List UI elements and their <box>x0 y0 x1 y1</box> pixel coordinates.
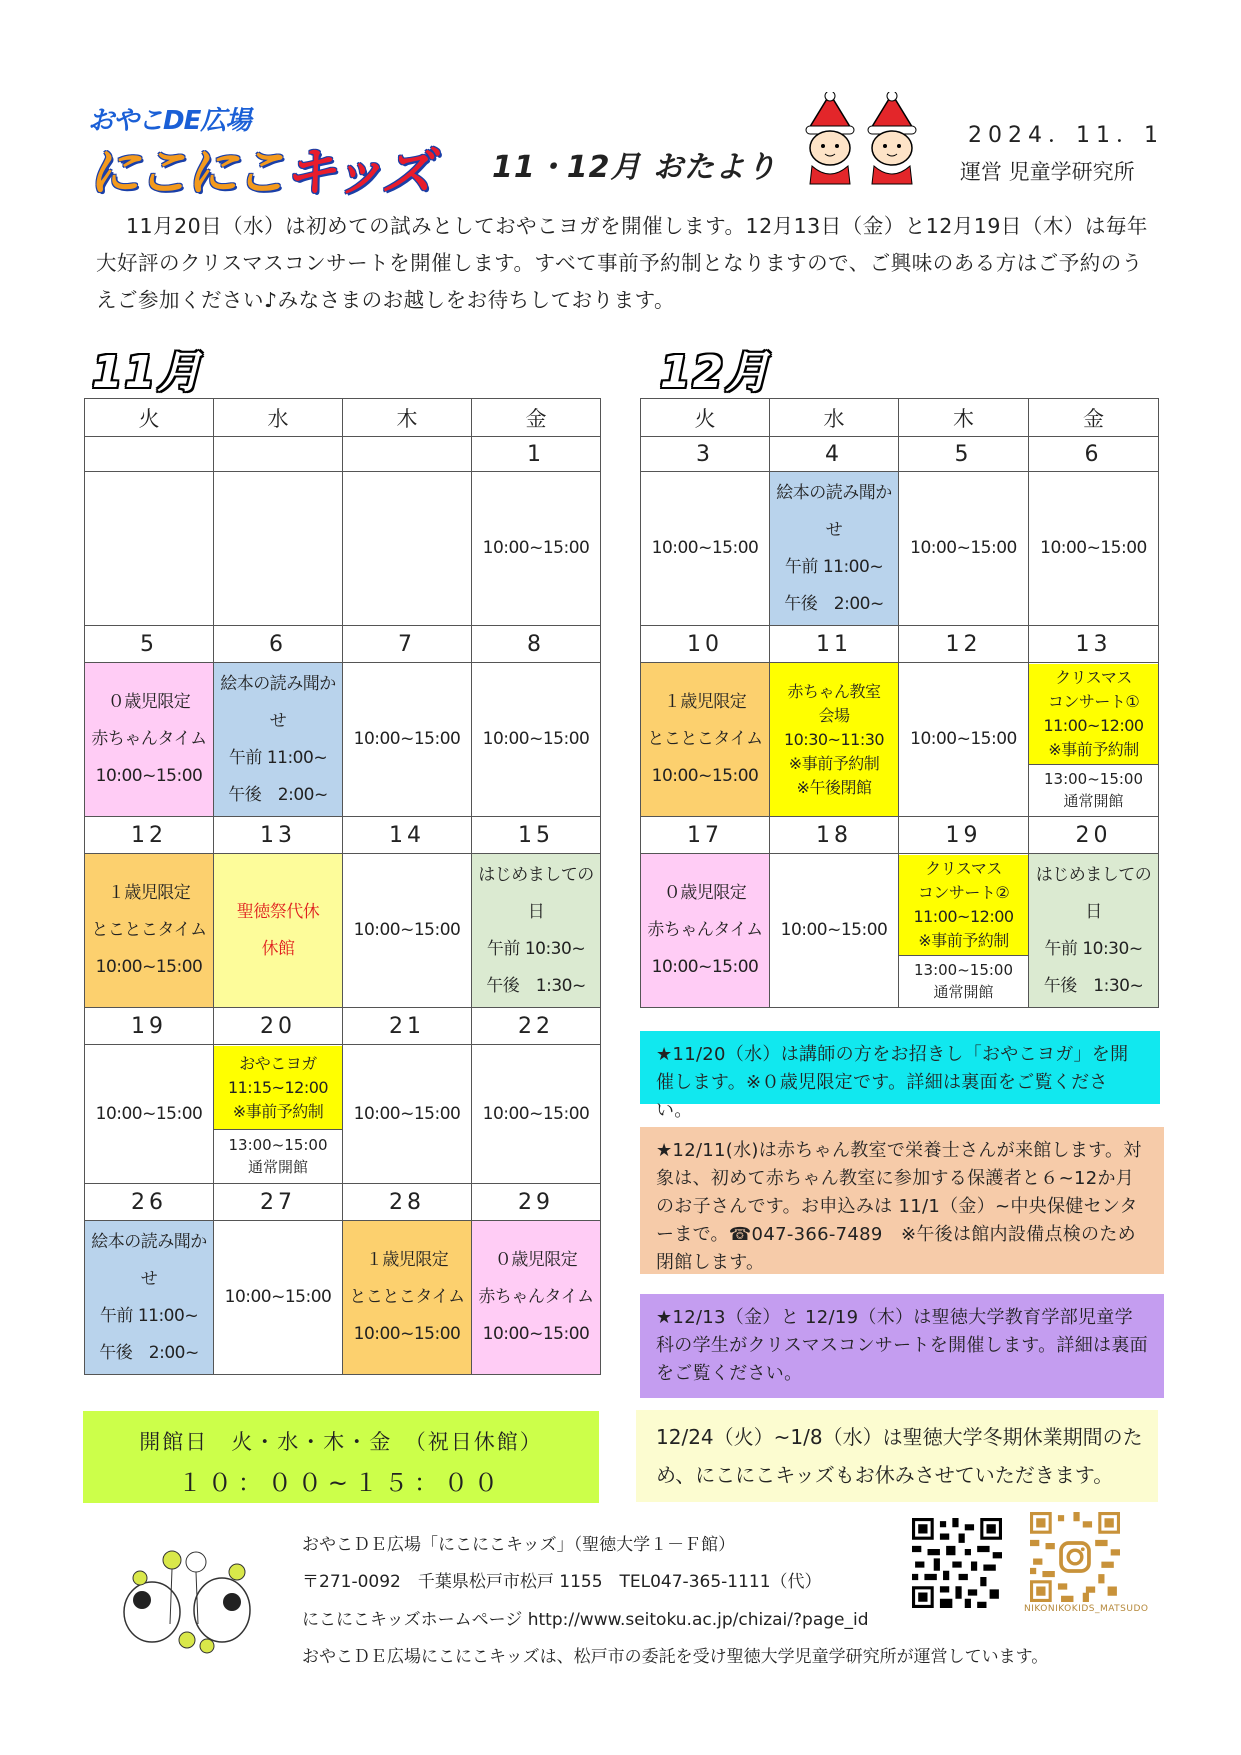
note-yoga: ★11/20（水）は講師の方をお招きし「おやこヨガ」を開催します。※０歳児限定です。詳細は裏面をご覧ください。 <box>640 1031 1160 1104</box>
event-row <box>85 472 601 626</box>
logo-title-nikoniko: にこにこ <box>88 143 285 203</box>
event-line: ※事前予約制 <box>788 753 880 773</box>
note-christmas-concert: ★12/13（金）と 12/19（木）は聖徳大学教育学部児童学科の学生がクリスマスコンサートを開催します。詳細は裏面をご覧ください。 <box>640 1294 1164 1398</box>
event-picture-book-reading <box>770 472 899 626</box>
event-line: 11:00~12:00 <box>913 906 1014 926</box>
date-cell: 21 <box>343 1008 472 1045</box>
event-christmas-concert-1 <box>1029 663 1159 817</box>
winter-closure-note: 12/24（火）~1/8（水）は聖徳大学冬期休業期間のため、にこにこキッズもお休みさせていただきます。 <box>636 1410 1158 1502</box>
event-line: 赤ちゃんタイム <box>91 729 207 749</box>
date-cell: 8 <box>472 626 601 663</box>
event-row <box>85 1221 601 1375</box>
date-row <box>85 437 601 472</box>
baby-left <box>806 92 854 184</box>
event-regular-hours: 10:00~15:00 <box>472 472 601 626</box>
event-line: 10:00~15:00 <box>353 1324 461 1344</box>
event-regular-hours: 10:00~15:00 <box>899 472 1029 626</box>
event-line: ※事前予約制 <box>1048 739 1139 759</box>
event-christmas-concert-2 <box>899 854 1029 1008</box>
weekday-header-row <box>85 399 601 437</box>
event-line: 10:00~15:00 <box>95 766 203 786</box>
event-line: コンサート① <box>1047 691 1140 711</box>
event-baby-class <box>770 663 899 817</box>
event-line: 赤ちゃん教室 <box>787 681 881 701</box>
event-regular-hours: 10:00~15:00 <box>343 1045 472 1184</box>
event-regular-hours: 10:00~15:00 <box>472 663 601 817</box>
event-line: おやこヨガ <box>239 1053 317 1073</box>
event-line: コンサート② <box>917 882 1010 902</box>
december-title: 12月 <box>660 347 772 398</box>
date-cell: 13 <box>214 817 343 854</box>
date-row <box>641 437 1159 472</box>
event-zero-year-baby-time <box>472 1221 601 1375</box>
event-line: 11:15~12:00 <box>227 1077 329 1097</box>
event-regular-hours: 10:00~15:00 <box>641 472 770 626</box>
event-line: 絵本の読み聞かせ <box>220 673 336 731</box>
weekday-wed: 水 <box>214 399 343 437</box>
event-oyako-yoga <box>214 1045 343 1184</box>
event-regular-hours: 10:00~15:00 <box>770 854 899 1008</box>
event-line: 通常開館 <box>933 982 994 1001</box>
december-calendar <box>640 398 1159 1008</box>
event-row <box>85 1045 601 1184</box>
date-cell: 29 <box>472 1184 601 1221</box>
date-cell: 13 <box>1029 626 1159 663</box>
date-cell: 10 <box>641 626 770 663</box>
event-line: 赤ちゃんタイム <box>478 1287 594 1307</box>
weekday-header-row <box>641 399 1159 437</box>
event-line: ※午後閉館 <box>796 777 872 797</box>
date-cell: 19 <box>85 1008 214 1045</box>
issue-title: 11・12月 おたより <box>492 150 777 185</box>
logo-title <box>88 130 430 205</box>
event-line: １歳児限定 <box>365 1250 449 1270</box>
date-cell: 15 <box>472 817 601 854</box>
event-picture-book-reading <box>214 663 343 817</box>
event-one-year-toddle-time <box>85 854 214 1008</box>
baby-right <box>868 92 916 184</box>
event-line: 午前 10:30~ <box>486 938 586 959</box>
instagram-handle: NIKONIKOKIDS_MATSUDO <box>1024 1604 1149 1614</box>
event-one-year-toddle-time <box>343 1221 472 1375</box>
event-cell-empty <box>85 472 214 626</box>
november-calendar <box>84 398 601 1375</box>
event-line: 絵本の読み聞かせ <box>91 1231 207 1289</box>
santa-babies-illustration <box>800 92 922 188</box>
event-yoga-morning <box>214 1046 342 1129</box>
weekday-tue: 火 <box>641 399 770 437</box>
event-line: 休館 <box>261 938 295 959</box>
date-row <box>641 626 1159 663</box>
weekday-thu: 木 <box>343 399 472 437</box>
event-regular-hours: 10:00~15:00 <box>472 1045 601 1184</box>
footer-operator-note: おやこＤＥ広場にこにこキッズは、松戸市の委託を受け聖徳大学児童学研究所が運営しています。 <box>302 1647 1049 1667</box>
event-line: はじめましての日 <box>1035 864 1152 922</box>
event-line: 赤ちゃんタイム <box>647 920 763 940</box>
event-line: 11:00~12:00 <box>1043 715 1144 735</box>
event-closed-seitoku-festival <box>214 854 343 1008</box>
event-row <box>641 854 1159 1008</box>
weekday-wed: 水 <box>770 399 899 437</box>
date-row <box>85 1184 601 1221</box>
event-regular-hours: 10:00~15:00 <box>85 1045 214 1184</box>
opening-days: 開館日 火・水・木・金 （祝日休館） <box>139 1430 543 1454</box>
event-row <box>85 663 601 817</box>
event-regular-hours: 10:00~15:00 <box>343 854 472 1008</box>
event-line: 13:00~15:00 <box>913 960 1014 979</box>
event-line: 会場 <box>818 705 850 725</box>
date-cell <box>343 437 472 472</box>
issue-date: 2024．11．1 <box>968 123 1164 148</box>
date-row <box>85 626 601 663</box>
event-line: 午後 2:00~ <box>228 784 328 805</box>
date-cell: 5 <box>85 626 214 663</box>
date-cell: 4 <box>770 437 899 472</box>
footer-homepage[interactable]: にこにこキッズホームページ http://www.seitoku.ac.jp/chizai/?page_id <box>302 1610 869 1630</box>
date-row <box>85 817 601 854</box>
date-cell: 11 <box>770 626 899 663</box>
event-line: ０歳児限定 <box>663 883 747 903</box>
event-line: とことこタイム <box>349 1287 465 1307</box>
event-line: ０歳児限定 <box>494 1250 578 1270</box>
date-cell: 6 <box>1029 437 1159 472</box>
event-row <box>641 663 1159 817</box>
event-line: はじめましての日 <box>478 864 594 922</box>
event-regular-hours: 10:00~15:00 <box>343 663 472 817</box>
event-line: ０歳児限定 <box>107 692 191 712</box>
event-first-meeting-day <box>1029 854 1159 1008</box>
event-row <box>641 472 1159 626</box>
event-normal-afternoon <box>214 1129 342 1183</box>
weekday-fri: 金 <box>1029 399 1159 437</box>
event-line: とことこタイム <box>647 729 763 749</box>
event-line: とことこタイム <box>91 920 207 940</box>
event-zero-year-baby-time <box>85 663 214 817</box>
note-baby-class: ★12/11(水)は赤ちゃん教室で栄養士さんが来館します。対象は、初めて赤ちゃん教室に参加する保護者と６~12か月のお子さんです。お申込みは 11/1（金）~中央保健センターまで。☎047-366-7489 ※午後は館内設備点検のため閉館します。 <box>640 1127 1164 1274</box>
event-line: 10:00~15:00 <box>651 957 759 977</box>
event-line: 午後 1:30~ <box>486 975 586 996</box>
date-cell: 17 <box>641 817 770 854</box>
date-cell: 5 <box>899 437 1029 472</box>
event-line: １歳児限定 <box>107 883 191 903</box>
event-line: 10:00~15:00 <box>651 766 759 786</box>
event-normal-afternoon <box>1029 764 1158 816</box>
date-cell: 28 <box>343 1184 472 1221</box>
logo-subtitle: おやこDE広場 <box>88 106 251 136</box>
date-cell: 7 <box>343 626 472 663</box>
event-line: クリスマス <box>1055 667 1132 687</box>
instagram-qr-code[interactable] <box>1030 1512 1120 1602</box>
event-line: 通常開館 <box>247 1157 308 1176</box>
event-line: 10:30~11:30 <box>783 729 885 749</box>
date-cell: 3 <box>641 437 770 472</box>
date-cell: 6 <box>214 626 343 663</box>
event-line: 10:00~15:00 <box>482 1324 590 1344</box>
weekday-fri: 金 <box>472 399 601 437</box>
event-cell-empty <box>214 472 343 626</box>
logo <box>88 96 468 203</box>
event-line: ※事前予約制 <box>918 930 1009 950</box>
ducks-illustration <box>112 1542 262 1657</box>
date-cell <box>85 437 214 472</box>
event-line: 午前 11:00~ <box>99 1305 199 1326</box>
event-line: 午後 1:30~ <box>1043 975 1144 996</box>
date-cell: 27 <box>214 1184 343 1221</box>
event-cell-empty <box>343 472 472 626</box>
event-line: 午後 2:00~ <box>784 593 884 614</box>
weekday-tue: 火 <box>85 399 214 437</box>
event-concert-morning <box>899 855 1028 955</box>
event-picture-book-reading <box>85 1221 214 1375</box>
event-line: 午後 2:00~ <box>99 1342 199 1363</box>
opening-hours-box <box>83 1411 599 1503</box>
opening-time: １０：００~１５：００ <box>177 1469 505 1497</box>
date-cell: 19 <box>899 817 1029 854</box>
event-regular-hours: 10:00~15:00 <box>214 1221 343 1375</box>
event-normal-afternoon <box>899 955 1028 1007</box>
logo-title-kids: キッズ <box>284 143 430 203</box>
date-cell: 20 <box>1029 817 1159 854</box>
event-line: 午前 11:00~ <box>784 556 884 577</box>
event-line: 午前 11:00~ <box>228 747 328 768</box>
event-line: 通常開館 <box>1063 791 1124 810</box>
event-line: 聖徳祭代休 <box>236 901 320 922</box>
date-row <box>85 1008 601 1045</box>
event-regular-hours: 10:00~15:00 <box>899 663 1029 817</box>
date-cell: 20 <box>214 1008 343 1045</box>
homepage-qr-code[interactable] <box>912 1518 1002 1608</box>
date-cell: 1 <box>472 437 601 472</box>
date-cell: 12 <box>85 817 214 854</box>
event-line: 絵本の読み聞かせ <box>776 482 892 540</box>
event-line: ※事前予約制 <box>232 1101 324 1121</box>
event-line: 13:00~15:00 <box>1043 769 1144 788</box>
footer-address-title: おやこＤＥ広場「にこにこキッズ」（聖徳大学１－Ｆ館） <box>302 1535 736 1555</box>
date-cell: 26 <box>85 1184 214 1221</box>
event-first-meeting-day <box>472 854 601 1008</box>
date-cell: 14 <box>343 817 472 854</box>
event-line: １歳児限定 <box>663 692 747 712</box>
date-cell: 12 <box>899 626 1029 663</box>
weekday-thu: 木 <box>899 399 1029 437</box>
event-line: 13:00~15:00 <box>228 1135 328 1154</box>
date-row <box>641 817 1159 854</box>
event-one-year-toddle-time <box>641 663 770 817</box>
november-title: 11月 <box>92 347 204 398</box>
event-line: クリスマス <box>925 858 1002 878</box>
event-line: 10:00~15:00 <box>95 957 203 977</box>
event-zero-year-baby-time <box>641 854 770 1008</box>
event-line: 午前 10:30~ <box>1044 938 1143 959</box>
footer-address: 〒271-0092 千葉県松戸市松戸 1155 TEL047-365-1111（代） <box>302 1572 822 1592</box>
event-concert-morning <box>1029 664 1158 764</box>
event-row <box>85 854 601 1008</box>
intro-text: 11月20日（水）は初めての試みとしておやこヨガを開催します。12月13日（金）と12月19日（木）は毎年大好評のクリスマスコンサートを開催します。すべて事前予約制となりますので、ご興味のある方はご予約のうえご参加ください♪みなさまのお越しをお待ちしております。 <box>96 214 1148 312</box>
event-regular-hours: 10:00~15:00 <box>1029 472 1159 626</box>
date-cell <box>214 437 343 472</box>
organizer: 運営 児童学研究所 <box>960 160 1135 184</box>
date-cell: 22 <box>472 1008 601 1045</box>
date-cell: 18 <box>770 817 899 854</box>
